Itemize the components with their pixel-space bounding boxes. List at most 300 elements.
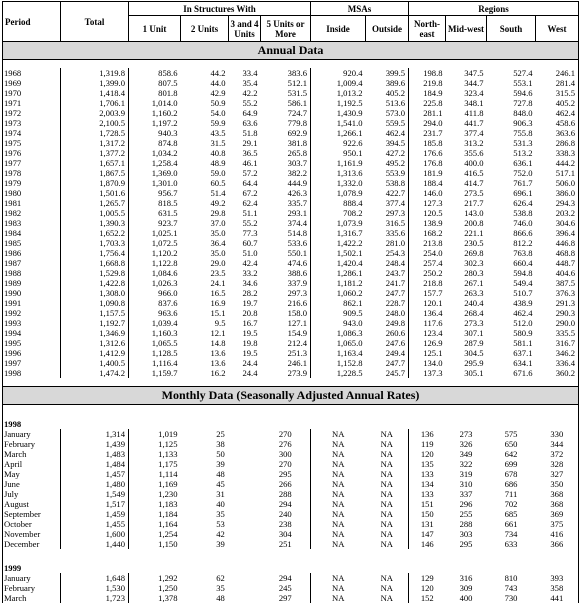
annual-row [3,138,579,148]
annual-cell: 1,399.0 [61,78,129,88]
annual-cell: 1,706.1 [61,98,129,108]
annual-cell: 49.2 [181,198,229,208]
annual-cell: 16.5 [181,288,229,298]
monthly-cell: 319 [446,469,487,479]
monthly-cell: NA [311,499,366,509]
annual-cell: 559.5 [366,118,409,128]
annual-cell: 1976 [3,148,61,158]
annual-cell: 956.7 [129,188,181,198]
monthly-cell: 327 [536,469,579,479]
annual-cell: 1,286.1 [311,268,366,278]
monthly-row [3,429,579,439]
annual-cell: 64.9 [229,108,261,118]
monthly-cell: 575 [487,429,536,439]
monthly-cell: NA [366,583,409,593]
monthly-cell: April [3,459,61,469]
annual-cell: 1,308.0 [61,288,129,298]
annual-cell: 779.8 [261,118,311,128]
annual-cell: 636.1 [487,158,536,168]
annual-cell: 1,078.9 [311,188,366,198]
header-msas: MSAs [311,2,409,16]
header-period: Period [3,2,61,42]
annual-cell: 1973 [3,118,61,128]
annual-cell: 1,501.6 [61,188,129,198]
annual-cell: 458.6 [536,118,579,128]
annual-row [3,358,579,368]
annual-row [3,148,579,158]
monthly-cell: 119 [409,439,446,449]
annual-cell: 512.0 [487,318,536,328]
monthly-cell: 369 [536,509,579,519]
annual-cell: 1,026.3 [129,278,181,288]
monthly-cell: 1,459 [61,509,129,519]
monthly-cell: 48 [181,469,261,479]
monthly-row [3,449,579,459]
annual-cell: 2,003.9 [61,108,129,118]
annual-cell: 1,034.2 [129,148,181,158]
annual-cell: 1,728.5 [61,128,129,138]
annual-cell: 1,116.4 [129,358,181,368]
annual-cell: 29.1 [229,138,261,148]
monthly-cell: 1,164 [129,519,181,529]
annual-cell: 260.6 [366,328,409,338]
annual-cell: 389.6 [366,78,409,88]
monthly-cell: 1,019 [129,429,181,439]
annual-cell: 307.1 [446,328,487,338]
annual-cell: 1985 [3,238,61,248]
annual-cell: 59.9 [181,118,229,128]
annual-cell: 36.4 [181,238,229,248]
monthly-cell: 678 [487,469,536,479]
monthly-cell: December [3,539,61,549]
annual-cell: 1,422.8 [61,278,129,288]
annual-cell: 1,181.2 [311,278,366,288]
annual-cell: 1,369.0 [129,168,181,178]
monthly-cell: 1,184 [129,509,181,519]
annual-cell: 62.4 [229,198,261,208]
annual-cell: 1,422.2 [311,238,366,248]
annual-cell: 553.1 [487,78,536,88]
monthly-cell: 25 [181,429,261,439]
monthly-cell: NA [311,479,366,489]
annual-cell: 394.5 [366,138,409,148]
annual-cell: 755.8 [487,128,536,138]
annual-cell: 268.4 [446,308,487,318]
annual-cell: 246.1 [536,68,579,78]
monthly-row [3,479,579,489]
monthly-cell: 1,600 [61,529,129,539]
annual-row [3,208,579,218]
annual-cell: 185.8 [409,138,446,148]
annual-cell: 316.5 [366,218,409,228]
annual-cell: 405.2 [536,98,579,108]
monthly-cell: 711 [487,489,536,499]
annual-cell: 134.0 [409,358,446,368]
annual-cell: 12.1 [181,328,229,338]
monthly-cell: March [3,449,61,459]
monthly-cell: 39 [181,539,261,549]
monthly-cell: NA [311,429,366,439]
annual-cell: 427.2 [366,148,409,158]
annual-cell: 1,301.0 [129,178,181,188]
annual-cell: 1,652.2 [61,228,129,238]
annual-cell: 1,122.8 [129,258,181,268]
annual-cell: 550.1 [261,248,311,258]
monthly-cell: 48 [181,593,261,603]
annual-cell: 188.4 [409,178,446,188]
annual-cell: 138.9 [409,218,446,228]
monthly-cell: NA [311,573,366,583]
annual-cell: 35.4 [229,78,261,88]
monthly-cell: 245 [261,583,311,593]
monthly-cell: 368 [536,499,579,509]
annual-cell: 1,090.8 [61,298,129,308]
monthly-cell: 734 [487,529,536,539]
monthly-row [3,573,579,583]
annual-cell: 724.7 [261,108,311,118]
monthly-cell: 366 [536,539,579,549]
annual-cell: 2,100.5 [61,118,129,128]
annual-cell: 120.1 [409,298,446,308]
monthly-cell: NA [311,583,366,593]
annual-cell: 920.4 [311,68,366,78]
annual-cell: 251.3 [261,348,311,358]
annual-cell: 495.2 [366,158,409,168]
header-5-units: 5 Units or More [261,16,311,42]
annual-cell: 1,870.9 [61,178,129,188]
annual-cell: 335.5 [536,328,579,338]
monthly-cell: NA [366,593,409,603]
annual-cell: 1,072.5 [129,238,181,248]
annual-cell: 538.8 [487,208,536,218]
monthly-cell: 251 [261,539,311,549]
monthly-cell: 375 [536,519,579,529]
annual-cell: 19.5 [229,328,261,338]
annual-cell: 355.6 [446,148,487,158]
annual-cell: 286.8 [536,138,579,148]
annual-cell: 225.8 [409,98,446,108]
annual-cell: 29.0 [181,258,229,268]
annual-cell: 940.3 [129,128,181,138]
monthly-cell: NA [311,529,366,539]
annual-cell: 42.9 [181,88,229,98]
annual-cell: 42.4 [229,258,261,268]
annual-cell: 1,013.2 [311,88,366,98]
monthly-cell: 276 [261,439,311,449]
monthly-cell: 743 [487,583,536,593]
monthly-cell: 39 [181,459,261,469]
annual-cell: 396.4 [536,228,579,238]
monthly-cell: 1,439 [61,439,129,449]
annual-cell: 302.3 [446,258,487,268]
annual-cell: 1979 [3,178,61,188]
monthly-cell: 1,378 [129,593,181,603]
annual-cell: 281.0 [366,238,409,248]
annual-cell: 31.5 [181,138,229,148]
housing-starts-table [2,1,579,603]
monthly-data-banner: Monthly Data (Seasonally Adjusted Annual Rates) [3,387,579,405]
annual-cell: 1,060.2 [311,288,366,298]
annual-cell: 727.8 [487,98,536,108]
monthly-cell: 50 [181,449,261,459]
annual-cell: 438.9 [487,298,536,308]
annual-cell: 246.1 [261,358,311,368]
annual-cell: 1,005.5 [61,208,129,218]
annual-cell: 40.8 [181,148,229,158]
annual-cell: 506.0 [536,178,579,188]
annual-cell: 377.4 [366,198,409,208]
annual-cell: 374.4 [261,218,311,228]
annual-cell: 1,014.0 [129,98,181,108]
annual-row [3,368,579,378]
annual-cell: 1,541.0 [311,118,366,128]
annual-cell: 51.1 [229,208,261,218]
annual-cell: 383.6 [261,68,311,78]
annual-cell: 631.5 [129,208,181,218]
annual-row [3,348,579,358]
annual-row [3,218,579,228]
monthly-cell: NA [366,573,409,583]
annual-cell: 837.6 [129,298,181,308]
monthly-cell: 133 [409,469,446,479]
monthly-cell: 1,175 [129,459,181,469]
monthly-cell: 702 [487,499,536,509]
annual-cell: 553.9 [366,168,409,178]
annual-cell: 1,128.5 [129,348,181,358]
annual-cell: 273.9 [261,368,311,378]
annual-cell: 219.8 [409,78,446,88]
monthly-cell: 633 [487,539,536,549]
annual-row [3,258,579,268]
annual-cell: 1,197.2 [129,118,181,128]
monthly-cell: 297 [261,593,311,603]
annual-cell: 19.5 [229,348,261,358]
annual-cell: 60.5 [181,178,229,188]
annual-cell: 348.1 [446,98,487,108]
annual-cell: 120.5 [409,208,446,218]
annual-cell: 922.6 [311,138,366,148]
monthly-cell: 120 [409,449,446,459]
monthly-cell: 1,483 [61,449,129,459]
monthly-cell: 266 [261,479,311,489]
annual-cell: 581.1 [487,338,536,348]
monthly-cell: 42 [181,529,261,539]
monthly-row [3,469,579,479]
monthly-cell: January [3,573,61,583]
annual-cell: 294.0 [409,118,446,128]
annual-cell: 400.0 [446,158,487,168]
annual-cell: 594.8 [487,268,536,278]
monthly-cell: 1,230 [129,489,181,499]
annual-cell: 444.2 [536,158,579,168]
annual-cell: 37.0 [181,218,229,228]
annual-cell: 154.9 [261,328,311,338]
monthly-cell: NA [311,539,366,549]
monthly-cell: 349 [446,449,487,459]
monthly-cell: 270 [261,429,311,439]
annual-cell: 33.2 [229,268,261,278]
monthly-cell: 337 [446,489,487,499]
header-1-unit: 1 Unit [129,16,181,42]
annual-cell: 533.6 [261,238,311,248]
annual-cell: 123.4 [409,328,446,338]
annual-cell: 1,668.8 [61,258,129,268]
annual-cell: 1993 [3,318,61,328]
annual-cell: 594.6 [487,88,536,98]
monthly-cell: 699 [487,459,536,469]
annual-cell: 1,161.9 [311,158,366,168]
monthly-cell: 31 [181,489,261,499]
monthly-row [3,529,579,539]
annual-cell: 382.2 [261,168,311,178]
annual-cell: 858.6 [129,68,181,78]
monthly-cell: NA [366,459,409,469]
annual-row [3,68,579,78]
annual-cell: 213.8 [409,238,446,248]
monthly-cell: 35 [181,583,261,593]
header-south: South [487,16,536,42]
annual-cell: 441.7 [446,118,487,128]
monthly-cell: August [3,499,61,509]
header-2-units: 2 Units [181,16,229,42]
annual-cell: 1,157.5 [61,308,129,318]
annual-cell: 245.7 [366,368,409,378]
monthly-cell: 1,484 [61,459,129,469]
annual-cell: 1998 [3,368,61,378]
annual-cell: 323.4 [446,88,487,98]
monthly-cell: 330 [536,429,579,439]
annual-cell: 15.1 [181,308,229,318]
annual-cell: 1,474.2 [61,368,129,378]
monthly-cell: 310 [446,479,487,489]
annual-cell: 1,152.8 [311,358,366,368]
annual-cell: 818.5 [129,198,181,208]
annual-cell: 448.7 [536,258,579,268]
monthly-row [3,459,579,469]
monthly-row [3,439,579,449]
annual-cell: 1,065.5 [129,338,181,348]
annual-cell: 57.2 [229,168,261,178]
annual-cell: 304.5 [446,348,487,358]
annual-cell: 513.6 [366,98,409,108]
annual-cell: 1,228.5 [311,368,366,378]
monthly-cell: 1,183 [129,499,181,509]
monthly-cell: 1,125 [129,439,181,449]
annual-cell: 257.4 [409,258,446,268]
annual-cell: 125.1 [409,348,446,358]
annual-cell: 462.4 [536,108,579,118]
annual-row [3,318,579,328]
annual-cell: 9.5 [181,318,229,328]
annual-cell: 405.2 [366,88,409,98]
annual-cell: 1997 [3,358,61,368]
annual-cell: 381.8 [261,138,311,148]
annual-row [3,88,579,98]
monthly-cell: 328 [536,459,579,469]
annual-cell: 376.3 [536,288,579,298]
annual-cell: 1,332.0 [311,178,366,188]
monthly-cell: NA [311,469,366,479]
annual-cell: 216.6 [261,298,311,308]
monthly-cell: NA [366,519,409,529]
annual-cell: 746.0 [487,218,536,228]
annual-cell: 44.0 [181,78,229,88]
annual-cell: 696.1 [487,188,536,198]
annual-cell: 203.2 [536,208,579,218]
annual-cell: 176.8 [409,158,446,168]
annual-cell: 1,317.2 [61,138,129,148]
annual-row [3,78,579,88]
annual-cell: 337.9 [261,278,311,288]
annual-cell: 33.4 [229,68,261,78]
annual-cell: 303.7 [261,158,311,168]
annual-row [3,178,579,188]
annual-cell: 807.5 [129,78,181,88]
monthly-cell: 53 [181,519,261,529]
annual-cell: 240.4 [446,298,487,308]
annual-cell: 1986 [3,248,61,258]
monthly-cell: 147 [409,529,446,539]
monthly-cell: July [3,489,61,499]
annual-cell: 55.2 [229,218,261,228]
monthly-cell: March [3,593,61,603]
monthly-cell: 1,114 [129,469,181,479]
annual-cell: 247.7 [366,358,409,368]
annual-cell: 538.8 [366,178,409,188]
annual-cell: 127.3 [409,198,446,208]
annual-cell: 51.0 [229,248,261,258]
annual-cell: 1,266.1 [311,128,366,138]
annual-row [3,298,579,308]
monthly-cell: 295 [261,469,311,479]
annual-cell: 1970 [3,88,61,98]
annual-cell: 444.9 [261,178,311,188]
annual-cell: 335.6 [366,228,409,238]
annual-cell: 263.3 [446,288,487,298]
monthly-cell: 1,480 [61,479,129,489]
annual-data-banner: Annual Data [3,42,579,60]
monthly-cell: NA [311,449,366,459]
monthly-cell: 304 [261,529,311,539]
monthly-cell: NA [366,429,409,439]
annual-row [3,328,579,338]
monthly-cell: 1,455 [61,519,129,529]
annual-cell: 315.5 [536,88,579,98]
annual-cell: 388.6 [261,268,311,278]
annual-cell: 143.0 [446,208,487,218]
monthly-cell: 358 [536,583,579,593]
monthly-cell: NA [311,509,366,519]
annual-cell: 1991 [3,298,61,308]
annual-cell: 280.3 [446,268,487,278]
annual-cell: 19.7 [229,298,261,308]
annual-cell: 1,084.6 [129,268,181,278]
header-midwest: Mid-west [446,16,487,42]
annual-cell: 20.8 [229,308,261,318]
monthly-cell: 1,440 [61,539,129,549]
monthly-cell: February [3,583,61,593]
monthly-cell: 296 [446,499,487,509]
annual-cell: 708.2 [311,208,366,218]
annual-cell: 923.7 [129,218,181,228]
annual-cell: 387.5 [536,278,579,288]
annual-cell: 67.2 [229,188,261,198]
annual-cell: 13.6 [181,358,229,368]
annual-cell: 909.5 [311,308,366,318]
annual-cell: 16.7 [229,318,261,328]
annual-cell: 1,192.7 [61,318,129,328]
annual-cell: 294.3 [536,198,579,208]
